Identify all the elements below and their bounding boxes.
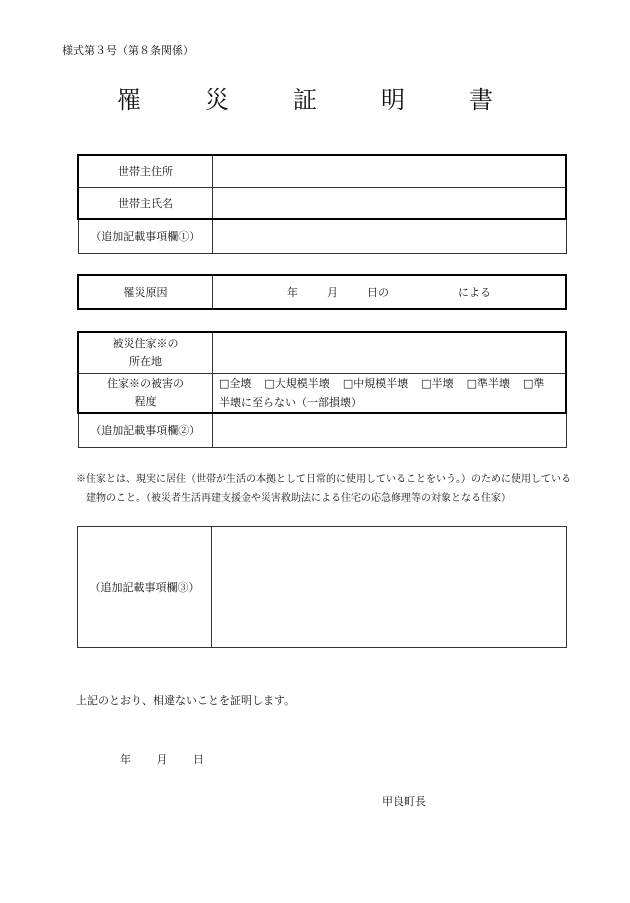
household-address-label: 世帯主住所 [78, 155, 213, 187]
household-name-label: 世帯主氏名 [78, 187, 213, 219]
certification-statement: 上記のとおり、相違ないことを証明します。 [76, 694, 296, 707]
cause-day: 日の [367, 286, 389, 299]
additional-notes-3-field[interactable] [212, 527, 567, 648]
option-partial-damage[interactable]: □準 [523, 376, 545, 390]
additional-notes-2-label: （追加記載事項欄②） [78, 413, 213, 447]
household-name-field[interactable] [213, 187, 567, 219]
damage-table [77, 331, 567, 448]
issue-year: 年 [120, 753, 131, 766]
cause-label: 罹災原因 [78, 275, 213, 309]
damage-degree-options [213, 373, 567, 413]
additional-notes-3-label: （追加記載事項欄③） [78, 527, 212, 648]
damage-degree-label [78, 373, 213, 413]
document-title: 罹 災 証 明 書 [117, 86, 513, 114]
damaged-house-location-label [78, 332, 213, 373]
option-semi-half-collapse[interactable]: □準半壊 [466, 376, 511, 390]
note-line2: 建物のこと。（被災者生活再建支援金や災害救助法による住宅の応急修理等の対象となる住家） [86, 493, 511, 504]
option-large-half-collapse[interactable]: □大規模半壊 [264, 376, 330, 390]
note-line1: ※住家とは、現実に居住（世帯が生活の本拠として日常的に使用していることをいう。）のために使用している [76, 474, 571, 485]
cause-table [77, 274, 567, 310]
option-partial-damage-line2: 半壊に至らない（一部損壊） [219, 395, 362, 409]
degree-label-line2: 程度 [134, 394, 157, 408]
additional-notes-1-label: （追加記載事項欄①） [78, 219, 213, 253]
issue-month: 月 [156, 753, 168, 766]
cause-field[interactable] [213, 275, 567, 309]
form-number: 様式第３号（第８条関係） [62, 44, 194, 57]
location-label-line1: 被災住家※の [112, 336, 179, 350]
option-total-collapse[interactable]: □全壊 [219, 376, 252, 390]
degree-label-line1: 住家※の被害の [107, 376, 184, 390]
damaged-house-location-field[interactable] [213, 332, 567, 373]
mayor-signature: 甲良町長 [382, 795, 426, 808]
cause-year: 年 [287, 286, 298, 299]
issue-date [120, 751, 226, 767]
location-label-line2: 所在地 [129, 354, 162, 368]
cause-month: 月 [327, 286, 338, 299]
additional-notes-3-table [77, 526, 567, 648]
option-medium-half-collapse[interactable]: □中規模半壊 [342, 376, 409, 390]
additional-notes-2-field[interactable] [213, 413, 567, 447]
option-half-collapse[interactable]: □半壊 [421, 376, 454, 390]
house-definition-note [76, 470, 576, 508]
household-table [77, 154, 567, 254]
issue-day: 日 [193, 753, 204, 766]
household-address-field[interactable] [213, 155, 567, 187]
additional-notes-1-field[interactable] [213, 219, 567, 253]
cause-by: による [458, 286, 491, 299]
